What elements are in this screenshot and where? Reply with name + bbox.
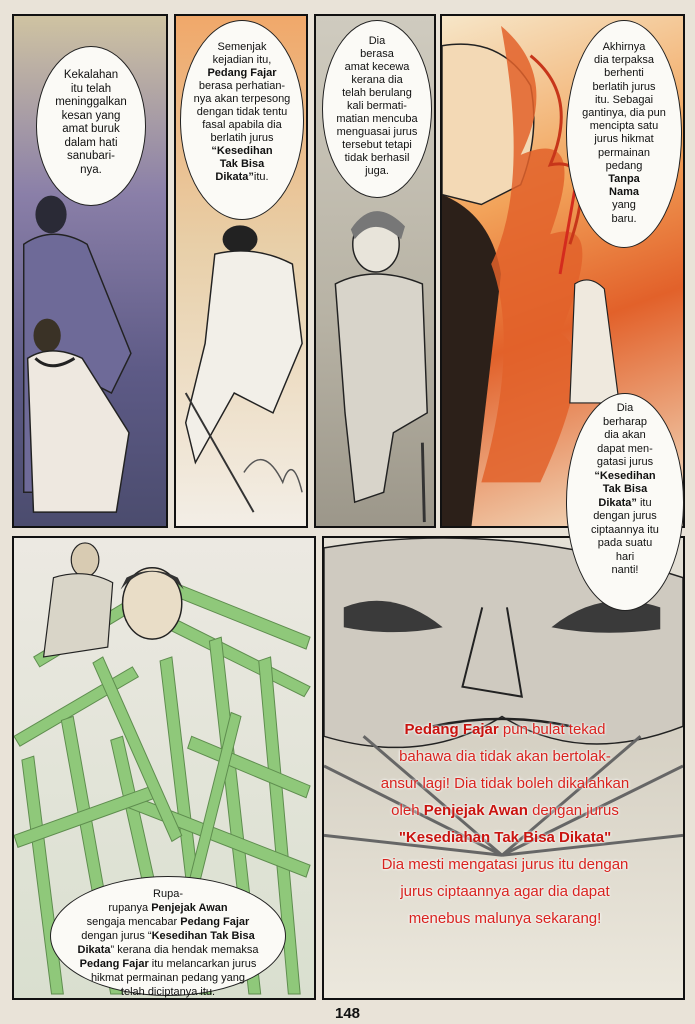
water-splash (244, 460, 302, 493)
figure-head (35, 196, 66, 234)
bubble-text-1: Rupa- rupanya (108, 888, 183, 914)
name-penjejak-awan: Penjejak Awan (423, 802, 528, 819)
narration-line-3: Dia mesti mengatasi jurus itu dengan jurus ciptaannya agar dia dapat menebus malunya sekarang! (381, 856, 629, 927)
bubble-text-1: Akhirnya dia terpaksa berhenti berlatih jurus itu. Sebagai gantinya, dia pun mencipta satu jurus hikmat permainan pedang (582, 41, 666, 172)
narration-text (340, 716, 670, 932)
move-name: "Kesediahan Tak Bisa Dikata" (398, 829, 612, 846)
speech-bubble (36, 46, 146, 206)
panel-1 (12, 14, 168, 528)
bubble-text-1: Semenjak kejadian itu, (212, 41, 272, 66)
name-pedang-fajar: Pedang Fajar (207, 67, 277, 79)
move-name: “Kesedihan Tak Bisa Dikata” (594, 469, 656, 509)
bubble-text-2: yang baru. (611, 199, 637, 225)
figure-body (335, 274, 427, 502)
name-pedang-fajar: Pedang Fajar (404, 721, 499, 738)
narration-line-1: pun bulat tekad bahawa dia tidak akan bertolak- ansur lagi! Dia tidak boleh dikalahkan oleh (380, 721, 630, 819)
figure-body (186, 251, 302, 463)
bamboo-stalk (22, 756, 63, 994)
name-pedang-fajar: Pedang Fajar (180, 916, 250, 928)
swordsman-figure (570, 280, 619, 403)
bubble-text-3: itu. (253, 171, 269, 183)
bubble-text-2: itu dengan jurus ciptaannya itu pada suatu hari nanti! (591, 496, 659, 576)
panel-5 (12, 536, 316, 1000)
sword (422, 443, 424, 522)
bubble-text: Kekalahan itu telah meninggalkan kesan yang amat buruk dalam hati sanubari- nya. (55, 69, 127, 176)
speech-bubble (322, 20, 432, 198)
bubble-text-4: ” kerana dia hendak memaksa (110, 944, 259, 956)
bubble-text-5: itu melancarkan jurus hikmat permainan pedang yang telah diciptanya itu. (90, 958, 257, 998)
name-penjejak-awan: Penjejak Awan (151, 902, 228, 914)
speech-bubble (180, 20, 304, 220)
figure-body (44, 574, 113, 657)
name-pedang-fajar-2: Pedang Fajar (79, 958, 149, 970)
name-tanpa-nama: Tanpa Nama (608, 173, 640, 199)
bubble-text-2: sengaja mencabar (86, 916, 178, 928)
bubble-text: Dia berasa amat kecewa kerana dia telah berulang kali bermati- matian mencuba menguasai jurus tersebut tetapi tidak berhasil juga. (336, 35, 418, 177)
move-name: “Kesedihan Tak Bisa Dikata” (211, 145, 273, 183)
page-number: 148 (334, 1005, 361, 1022)
speech-bubble-hope (566, 393, 684, 611)
figure-head (71, 543, 99, 577)
panel-3 (314, 14, 436, 528)
narration-line-2: dengan jurus (527, 802, 619, 819)
bubble-text-1: Dia berharap dia akan dapat men- gatasi jurus (596, 402, 654, 468)
figure-head (223, 225, 258, 253)
speech-bubble (566, 20, 682, 248)
bamboo-stalk (188, 736, 310, 797)
bubble-text-2: berasa perhatian- nya akan terpesong dengan tidak tentu fasal apabila dia berlatih jurus (193, 80, 291, 144)
speech-bubble-narration (50, 876, 286, 996)
figure-head-2 (33, 319, 60, 353)
bubble-text-3: dengan jurus “ (81, 930, 152, 942)
panel-2 (174, 14, 308, 528)
move-name: Kesedihan Tak Bisa Dikata (77, 930, 255, 956)
